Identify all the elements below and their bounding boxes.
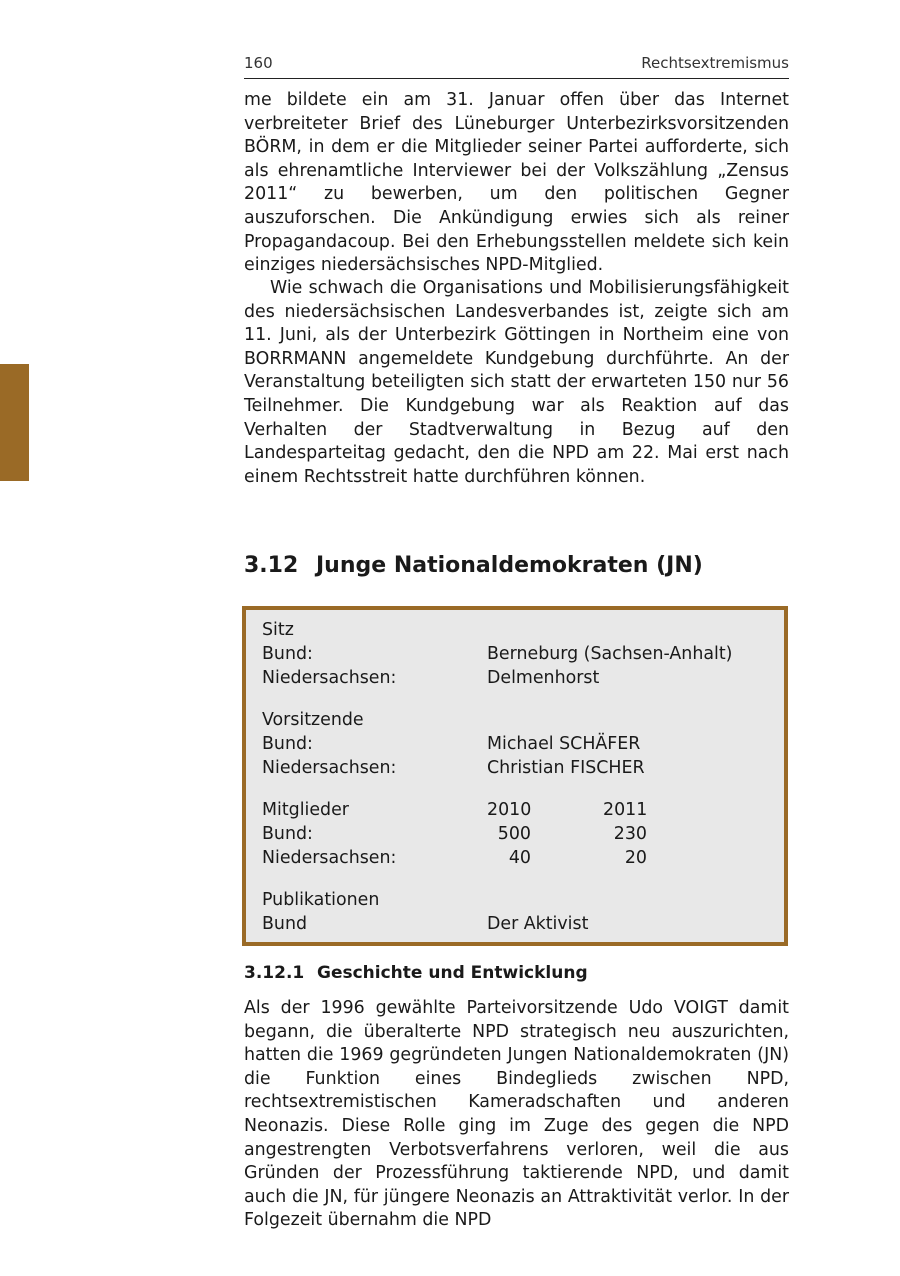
mitglieder-nds-2011: 20 [624, 848, 647, 868]
vorsitzende-nds-value: Christian FISCHER [487, 758, 645, 778]
publikationen-heading: Publikationen [262, 890, 380, 910]
sitz-nds-value: Delmenhorst [487, 668, 600, 688]
publikationen-bund-label: Bund [262, 914, 308, 934]
vorsitzende-heading: Vorsitzende [262, 710, 364, 730]
mitglieder-bund-2011: 230 [613, 824, 647, 844]
mitglieder-nds-2010: 40 [508, 848, 531, 868]
subsection-title: Geschichte und Entwicklung [317, 963, 588, 983]
mitglieder-bund-label: Bund: [262, 824, 313, 844]
vorsitzende-nds-label: Niedersachsen: [262, 758, 397, 778]
organization-info-box [242, 606, 788, 946]
page-number: 160 [244, 54, 273, 72]
vorsitzende-bund-value: Michael SCHÄFER [487, 734, 641, 754]
body-paragraph-3: Als der 1996 gewählte Parteivorsitzende Udo VOIGT damit begann, die überalterte NPD strategisch neu auszurichten, hatten die 1969 gegründeten Jungen Nationaldemokraten (JN) die Funktion eines Bindeglieds zwischen NPD, rechtsextremistischen Kameradschaften und anderen Neonazis. Diese Rolle ging im Zuge des gegen die NPD angestrengten Verbotsverfahrens verloren, weil die aus Gründen der Prozessführung taktierende NPD, und damit auch die JN, für jüngere Neonazis an Attraktivität verlor. In der Folgezeit übernahm die NPD [244, 998, 789, 1231]
sitz-bund-label: Bund: [262, 644, 313, 664]
subsection-number: 3.12.1 [244, 963, 305, 983]
vorsitzende-bund-label: Bund: [262, 734, 313, 754]
section-number: 3.12 [244, 553, 299, 578]
body-paragraph-2: Wie schwach die Organisations und Mobilisierungsfähigkeit des niedersächsischen Landesverbandes ist, zeigte sich am 11. Juni, als der Unterbezirk Göttingen in Northeim eine von BORRMANN angemeldete Kundgebung durchführte. An der Veranstaltung beteiligten sich statt der erwarteten 150 nur 56 Teilnehmer. Die Kundgebung war als Reaktion auf das Verhalten der Stadtverwaltung in Bezug auf den Landesparteitag gedacht, den die NPD am 22. Mai erst nach einem Rechtsstreit hatte durchführen können. [244, 278, 789, 487]
page-header [244, 52, 789, 79]
chapter-marker-tab [0, 364, 29, 481]
mitglieder-year-2010: 2010 [487, 800, 532, 820]
body-paragraph-1: me bildete ein am 31. Januar offen über das Internet verbreiteter Brief des Lüneburger Unterbezirksvorsitzenden BÖRM, in dem er die Mitglieder seiner Partei aufforderte, sich als ehrenamtliche Interviewer bei der Volkszählung „Zensus 2011“ zu bewerben, um den politischen Gegner auszuforschen. Die Ankündigung erwies sich als reiner Propagandacoup. Bei den Erhebungsstellen meldete sich kein einziges niedersächsisches NPD-Mitglied. [244, 90, 789, 276]
mitglieder-bund-2010: 500 [497, 824, 531, 844]
subsection-heading [244, 963, 588, 983]
mitglieder-year-2011: 2011 [603, 800, 648, 820]
section-title: Junge Nationaldemokraten (JN) [316, 553, 703, 578]
mitglieder-nds-label: Niedersachsen: [262, 848, 397, 868]
sitz-heading: Sitz [262, 620, 294, 640]
section-heading [244, 553, 703, 578]
mitglieder-heading: Mitglieder [262, 800, 349, 820]
publikationen-bund-value: Der Aktivist [487, 914, 589, 934]
running-title: Rechtsextremismus [641, 54, 789, 72]
sitz-bund-value: Berneburg (Sachsen-Anhalt) [487, 644, 733, 664]
sitz-nds-label: Niedersachsen: [262, 668, 397, 688]
